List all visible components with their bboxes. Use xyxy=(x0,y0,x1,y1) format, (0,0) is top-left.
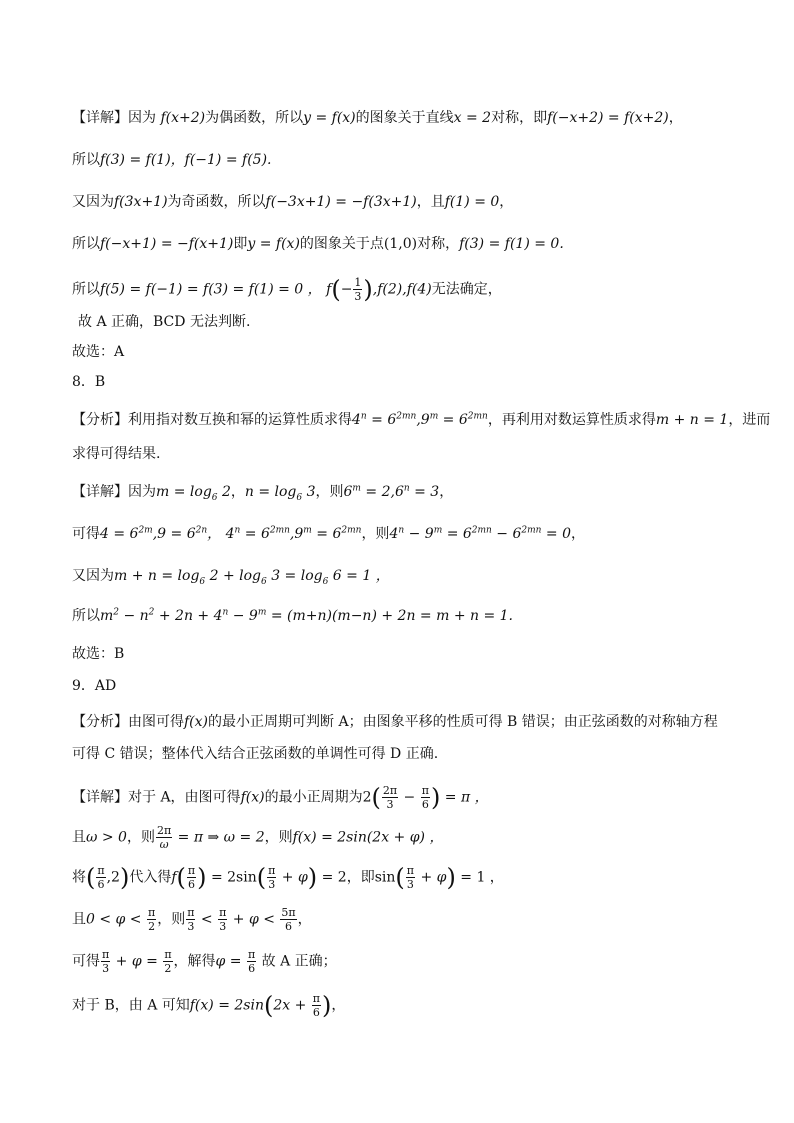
sub: 6 xyxy=(261,576,267,587)
math: + φ < xyxy=(228,911,280,928)
denominator: 6 xyxy=(248,962,256,975)
math xyxy=(352,412,488,428)
denominator: ω xyxy=(159,838,169,851)
math: f(x+2) xyxy=(160,110,206,126)
paren: ( xyxy=(256,863,267,892)
math: + 2n + 4 xyxy=(154,608,223,624)
math: = π ⇒ ω = 2 xyxy=(173,829,265,846)
q8-analysis-line-2: 求得可得结果. xyxy=(72,446,161,462)
fraction xyxy=(382,784,398,811)
text: 对于 A，由图可得 xyxy=(128,789,241,806)
math: f xyxy=(326,281,332,298)
text: ， xyxy=(668,110,683,126)
fraction xyxy=(96,864,105,891)
denominator: 6 xyxy=(312,1006,320,1019)
fraction xyxy=(156,824,172,851)
text: ，则 xyxy=(157,911,186,928)
math: 4 xyxy=(389,526,399,542)
math: f(x) = 2sin(2x + φ) ， xyxy=(292,829,444,846)
text: 为偶函数，所以 xyxy=(205,110,304,126)
math: x = 2 xyxy=(453,110,492,126)
denominator: 3 xyxy=(406,878,414,891)
sub: 6 xyxy=(322,576,329,587)
fraction xyxy=(163,948,172,975)
numerator: π xyxy=(268,864,276,877)
paren: ) xyxy=(119,863,130,892)
text: 因为 xyxy=(128,484,156,500)
math: m = log xyxy=(156,484,212,500)
math xyxy=(343,484,439,500)
text: ，则 xyxy=(126,829,155,846)
text: 的图象关于直线 xyxy=(355,110,454,126)
math: sin xyxy=(374,869,396,886)
q8-detail-line-2 xyxy=(72,524,734,544)
q7-conclusion: 故 A 正确，BCD 无法判断. xyxy=(78,314,251,330)
math: − 9 xyxy=(228,608,258,624)
q9-detail-line-4 xyxy=(72,906,734,933)
text: ，则 xyxy=(361,526,390,542)
paren: ) xyxy=(197,863,207,892)
math: f(5) = f(−1) = f(3) = f(1) = 0 ， xyxy=(100,281,322,298)
text: 将 xyxy=(72,869,86,886)
numerator: π xyxy=(147,906,156,919)
math: f(x) = 2sin xyxy=(189,997,264,1014)
math: f(x) xyxy=(240,789,265,806)
denominator: 2 xyxy=(148,920,156,933)
text: ， xyxy=(297,911,312,928)
sub: 6 xyxy=(296,492,303,503)
math: y = f(x) xyxy=(303,110,356,126)
text: ， xyxy=(499,194,514,210)
fraction xyxy=(406,864,415,891)
math: < xyxy=(196,911,218,928)
math: 2 xyxy=(217,484,231,500)
math: − xyxy=(399,789,420,806)
sup: n xyxy=(222,607,229,618)
fraction xyxy=(218,906,227,933)
q7-detail-line-1 xyxy=(72,108,734,128)
sup: m xyxy=(429,411,439,422)
math: = 6 xyxy=(311,526,342,542)
detail-label: 【详解】 xyxy=(72,110,128,126)
math: f(−x+2) = f(x+2) xyxy=(547,110,669,126)
math: + φ = xyxy=(111,953,163,970)
numerator: π xyxy=(406,864,414,877)
fraction xyxy=(101,948,110,975)
math: 2 + log xyxy=(205,568,262,584)
paren: ( xyxy=(331,275,341,304)
paren: ) xyxy=(307,863,318,892)
math: = 6 xyxy=(442,526,472,542)
paren: ( xyxy=(395,863,405,892)
text: ，则 xyxy=(264,829,293,846)
math: = 6 xyxy=(240,526,270,542)
sup: n xyxy=(403,483,410,494)
math: = 6 xyxy=(366,412,397,428)
math: + φ xyxy=(416,869,447,886)
math: m + n = 1 xyxy=(655,412,729,428)
math: 2x + xyxy=(273,997,311,1014)
denominator: 6 xyxy=(421,798,429,811)
math: = 0 xyxy=(541,526,572,542)
denominator: 3 xyxy=(102,962,110,975)
numerator: π xyxy=(187,864,196,877)
paren: ) xyxy=(430,783,441,812)
q9-detail-line-2 xyxy=(72,824,734,851)
math: 2 xyxy=(362,789,372,806)
text: 即 xyxy=(233,236,248,252)
q9-detail-line-5 xyxy=(72,948,734,975)
math: m xyxy=(100,608,114,624)
q9-number: 9．AD xyxy=(72,678,117,694)
math: ， 4 xyxy=(207,526,235,542)
denominator: 3 xyxy=(354,290,362,303)
analysis-label: 【分析】 xyxy=(72,714,128,730)
sup: 2mn xyxy=(341,525,362,536)
text: 对称，即 xyxy=(491,110,548,126)
numerator: π xyxy=(97,864,105,877)
text: ，再利用对数运算性质求得 xyxy=(487,412,656,428)
math: ,2 xyxy=(106,869,120,886)
text: 又因为 xyxy=(72,194,114,210)
math: f(3x+1) xyxy=(114,194,168,210)
paren: ) xyxy=(363,275,373,304)
text: ，解得 xyxy=(173,953,216,970)
denominator: 2 xyxy=(164,962,172,975)
sub: 6 xyxy=(199,576,206,587)
analysis-label: 【分析】 xyxy=(72,412,128,428)
math: f xyxy=(171,869,177,886)
math: f(−x+1) = −f(x+1) xyxy=(100,236,234,252)
q7-choice: 故选：A xyxy=(72,344,125,360)
math: + φ xyxy=(277,869,308,886)
text: 且 xyxy=(72,911,86,928)
sup: n xyxy=(398,525,405,536)
denominator: 3 xyxy=(219,920,227,933)
sup: m xyxy=(303,525,312,536)
text: 代入得 xyxy=(129,869,172,886)
text: 为奇函数，所以 xyxy=(167,194,266,210)
math: y = f(x) xyxy=(247,236,300,252)
q9-analysis-line-2: 可得 C 错误；整体代入结合正弦函数的单调性可得 D 正确. xyxy=(72,746,439,762)
math xyxy=(114,568,390,587)
text: ， xyxy=(331,997,346,1014)
numerator: π xyxy=(164,948,172,961)
text: 所以 xyxy=(72,608,100,624)
math: 3 = log xyxy=(266,568,323,584)
math: f(x) xyxy=(184,714,209,730)
math: m + n = log xyxy=(114,568,200,584)
denominator: 6 xyxy=(285,920,293,933)
math: = 3 xyxy=(409,484,440,500)
sup: 2 xyxy=(148,607,155,618)
sup: m xyxy=(257,607,267,618)
denominator: 6 xyxy=(188,878,196,891)
numerator: 2π xyxy=(382,784,398,797)
math: ,f(2),f(4) xyxy=(372,281,432,298)
math: 6 = 1 ， xyxy=(328,568,390,584)
paren: ) xyxy=(446,863,456,892)
sup: 2mn xyxy=(521,525,542,536)
math xyxy=(244,484,316,503)
fraction xyxy=(421,784,430,811)
q8-number: 8．B xyxy=(72,374,106,390)
math: = 2,6 xyxy=(360,484,404,500)
sup: m xyxy=(352,483,361,494)
text: ，且 xyxy=(416,194,445,210)
paren: ( xyxy=(371,783,381,812)
text: 的最小正周期为 xyxy=(264,789,363,806)
math: ω > 0 xyxy=(86,829,127,846)
sup: 2mn xyxy=(269,525,290,536)
sup: 2n xyxy=(195,525,208,536)
text: 因为 xyxy=(128,110,156,126)
text: ，则 xyxy=(315,484,344,500)
math xyxy=(100,526,361,542)
sub: 6 xyxy=(211,492,218,503)
text: 故 A 正确； xyxy=(257,953,337,970)
q8-analysis-line-1 xyxy=(72,410,771,430)
math: = 2sin xyxy=(206,869,257,886)
text: 利用指对数互换和幂的运算性质求得 xyxy=(128,412,352,428)
text: ，进而 xyxy=(728,412,771,428)
q7-detail-line-3 xyxy=(72,192,734,212)
text: 可得 xyxy=(72,526,100,542)
math: 0 < φ < xyxy=(86,911,146,928)
text: ，即 xyxy=(346,869,375,886)
sup: 2 xyxy=(113,607,120,618)
math: − n xyxy=(119,608,149,624)
numerator: 5π xyxy=(281,906,296,919)
sup: n xyxy=(234,525,241,536)
math: 6 xyxy=(343,484,353,500)
fraction xyxy=(353,276,362,303)
math: − 6 xyxy=(491,526,522,542)
fraction xyxy=(312,992,321,1019)
text: ， xyxy=(571,526,586,542)
math: = 6 xyxy=(438,412,468,428)
math: f(1) = 0 xyxy=(444,194,500,210)
text: ， xyxy=(230,484,245,500)
text: 的图象关于点 xyxy=(299,236,384,252)
q9-detail-line-3 xyxy=(72,864,734,891)
numerator: π xyxy=(247,948,256,961)
math: f(3) = f(1)，f(−1) = f(5). xyxy=(100,152,272,168)
paren: ) xyxy=(322,991,332,1020)
math: f(3) = f(1) = 0. xyxy=(459,236,564,252)
text: 由图可得 xyxy=(128,714,184,730)
denominator: 3 xyxy=(386,798,394,811)
math xyxy=(389,526,571,542)
paren: ( xyxy=(263,991,274,1020)
math: 4 = 6 xyxy=(100,526,139,542)
fraction xyxy=(280,906,296,933)
q7-detail-line-2 xyxy=(72,150,734,170)
text: 且 xyxy=(72,829,86,846)
numerator: π xyxy=(102,948,110,961)
sup: 2mn xyxy=(471,525,492,536)
numerator: π xyxy=(219,906,227,919)
detail-label: 【详解】 xyxy=(72,484,128,500)
text: 对称， xyxy=(417,236,460,252)
math: = 1 ， xyxy=(455,869,504,886)
text: 对于 B，由 A 可知 xyxy=(72,997,190,1014)
math: ,9 xyxy=(416,412,430,428)
numerator: π xyxy=(421,784,429,797)
text: 所以 xyxy=(72,152,100,168)
sup: 2m xyxy=(138,525,153,536)
math: 3 xyxy=(302,484,316,500)
math: 4 xyxy=(352,412,361,428)
q9-detail-line-6 xyxy=(72,992,734,1019)
fraction xyxy=(247,948,256,975)
fraction xyxy=(147,906,156,933)
denominator: 3 xyxy=(187,920,195,933)
sup: m xyxy=(433,525,443,536)
q8-detail-line-4 xyxy=(72,606,734,626)
math: − 9 xyxy=(404,526,434,542)
q7-detail-line-4 xyxy=(72,234,734,254)
q8-detail-line-3 xyxy=(72,566,734,586)
q9-analysis-line-1 xyxy=(72,712,734,732)
q7-detail-line-5 xyxy=(72,276,734,303)
text: 又因为 xyxy=(72,568,114,584)
numerator: 1 xyxy=(354,276,362,289)
paren: ( xyxy=(176,863,186,892)
math: n = log xyxy=(244,484,297,500)
text: 所以 xyxy=(72,281,100,298)
sup: 2mn xyxy=(396,411,417,422)
sup: 2mn xyxy=(467,411,488,422)
math: φ = xyxy=(215,953,246,970)
text: ， xyxy=(439,484,454,500)
fraction xyxy=(267,864,276,891)
text: 可得 xyxy=(72,953,100,970)
math: (1,0) xyxy=(383,236,418,252)
math: = (m+n)(m−n) + 2n = m + n = 1. xyxy=(266,608,514,624)
sup: n xyxy=(360,411,367,422)
math: = π ， xyxy=(440,789,489,806)
numerator: 2π xyxy=(156,824,172,837)
denominator: 6 xyxy=(97,878,105,891)
math: f(−3x+1) = −f(3x+1) xyxy=(265,194,417,210)
detail-label: 【详解】 xyxy=(72,789,128,806)
math xyxy=(156,484,231,503)
q9-detail-line-1 xyxy=(72,784,734,811)
numerator: π xyxy=(187,906,195,919)
fraction xyxy=(186,906,195,933)
q8-choice: 故选：B xyxy=(72,646,125,662)
text: 所以 xyxy=(72,236,100,252)
math: − xyxy=(340,281,353,298)
fraction xyxy=(187,864,196,891)
paren: ( xyxy=(86,863,96,892)
numerator: π xyxy=(312,992,321,1005)
math: ,9 xyxy=(289,526,304,542)
denominator: 3 xyxy=(268,878,276,891)
text: 无法确定， xyxy=(431,281,502,298)
text: 的最小正周期可判断 A；由图象平移的性质可得 B 错误；由正弦函数的对称轴方程 xyxy=(208,714,718,730)
q8-detail-line-1 xyxy=(72,482,734,502)
math xyxy=(100,608,513,624)
math: ,9 = 6 xyxy=(152,526,196,542)
math: = 2 xyxy=(317,869,347,886)
